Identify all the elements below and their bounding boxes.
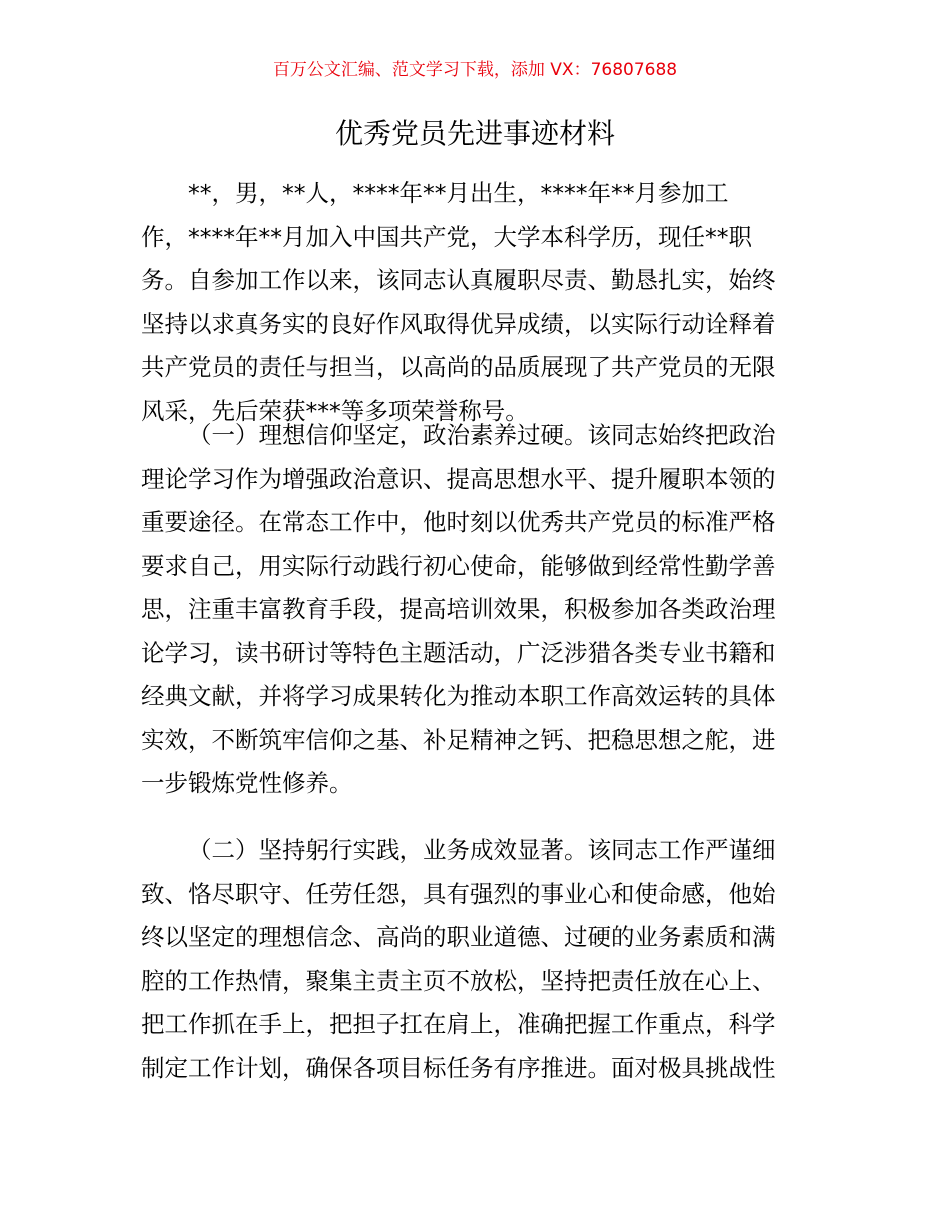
paragraph-line: 思，注重丰富教育手段，提高培训效果，积极参加各类政治理	[141, 595, 776, 623]
paragraph-line: 致、恪尽职守、任劳任怨，具有强烈的事业心和使命感，他始	[141, 879, 776, 908]
paragraph-line: 重要途径。在常态工作中，他时刻以优秀共产党员的标准严格	[141, 508, 776, 536]
paragraph-line: 作，****年**月加入中国共产党，大学本科学历，现任**职	[141, 222, 752, 251]
paragraph-section-1	[141, 414, 813, 806]
paragraph-line: 坚持以求真务实的良好作风取得优异成绩，以实际行动诠释着	[141, 309, 776, 338]
paragraph-line: （一）理想信仰坚定，政治素养过硬。该同志始终把政治	[188, 421, 776, 449]
paragraph-line: 风采，先后荣获***等多项荣誉称号。	[141, 396, 529, 425]
paragraph-line: （二）坚持躬行实践，业务成效显著。该同志工作严谨细	[188, 836, 776, 864]
paragraph-line: **，男，**人，****年**月出生，****年**月参加工	[188, 179, 729, 207]
paragraph-section-2	[141, 829, 813, 1090]
paragraph-line: 一步锻炼党性修养。	[141, 769, 353, 797]
paragraph-line: 腔的工作热情，聚集主责主页不放松，坚持把责任放在心上、	[141, 966, 776, 995]
paragraph-line: 务。自参加工作以来，该同志认真履职尽责、勤恳扎实，始终	[141, 266, 776, 294]
paragraph-line: 实效，不断筑牢信仰之基、补足精神之钙、把稳思想之舵，进	[141, 725, 776, 754]
paragraph-line: 经典文献，并将学习成果转化为推动本职工作高效运转的具体	[141, 682, 776, 710]
paragraph-line: 共产党员的责任与担当，以高尚的品质展现了共产党员的无限	[141, 353, 776, 381]
paragraph-line: 要求自己，用实际行动践行初心使命，能够做到经常性勤学善	[141, 551, 776, 580]
paragraph-line: 制定工作计划，确保各项目标任务有序推进。面对极具挑战性	[141, 1053, 776, 1082]
paragraph-intro	[141, 172, 813, 433]
paragraph-line: 把工作抓在手上，把担子扛在肩上，准确把握工作重点，科学	[141, 1010, 776, 1038]
paragraph-line: 理论学习作为增强政治意识、提高思想水平、提升履职本领的	[141, 464, 776, 493]
paragraph-line: 论学习，读书研讨等特色主题活动，广泛涉猎各类专业书籍和	[141, 638, 776, 667]
paragraph-line: 终以坚定的理想信念、高尚的职业道德、过硬的业务素质和满	[141, 923, 776, 951]
page-title: 优秀党员先进事迹材料	[334, 117, 615, 150]
header-notice: 百万公文汇编、范文学习下载，添加 VX：76807688	[272, 60, 678, 80]
